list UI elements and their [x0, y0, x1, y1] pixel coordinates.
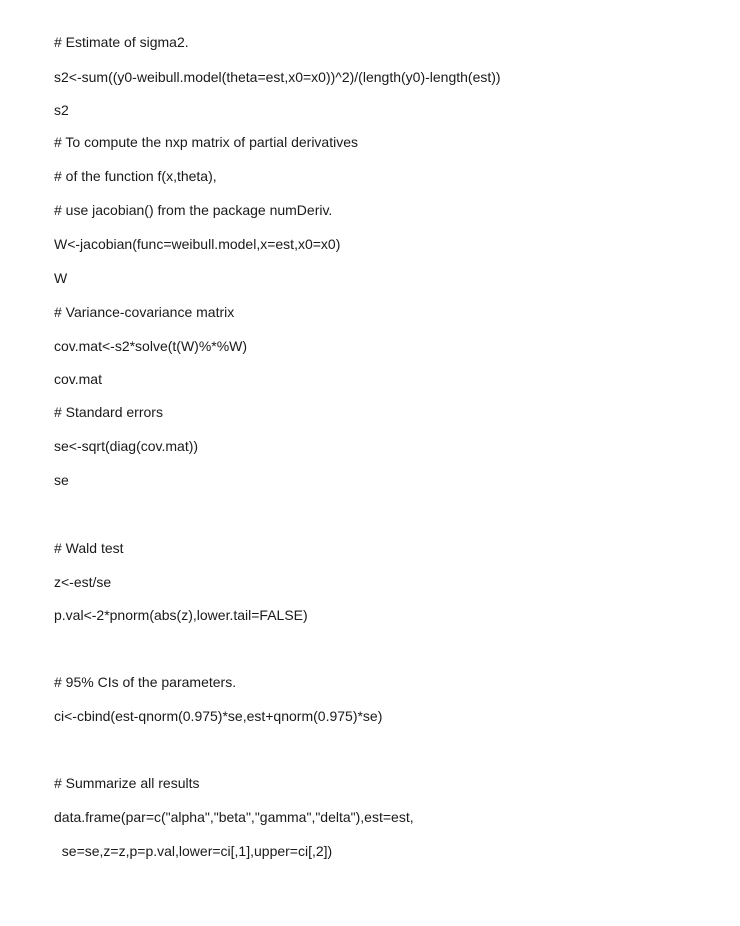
code-line-ci-assign: ci<-cbind(est-qnorm(0.975)*se,est+qnorm(0.975)*se) — [54, 708, 383, 724]
code-line-se: se — [54, 472, 69, 488]
comment-standard-errors: # Standard errors — [54, 404, 163, 420]
code-line-s2-assign: s2<-sum((y0-weibull.model(theta=est,x0=x0))^2)/(length(y0)-length(est)) — [54, 69, 501, 85]
code-line-s2: s2 — [54, 102, 69, 118]
comment-variance-covariance: # Variance-covariance matrix — [54, 304, 235, 320]
code-line-covmat-assign: cov.mat<-s2*solve(t(W)%*%W) — [54, 338, 248, 354]
comment-wald-test: # Wald test — [54, 540, 124, 556]
comment-compute-matrix: # To compute the nxp matrix of partial derivatives — [54, 134, 359, 150]
code-line-se-assign: se<-sqrt(diag(cov.mat)) — [54, 438, 199, 454]
code-line-data-frame-cont: se=se,z=z,p=p.val,lower=ci[,1],upper=ci[,2]) — [54, 843, 333, 859]
code-line-z-assign: z<-est/se — [54, 574, 112, 590]
code-line-w-assign: W<-jacobian(func=weibull.model,x=est,x0=x0) — [54, 236, 341, 252]
comment-of-function: # of the function f(x,theta), — [54, 168, 217, 184]
code-line-covmat: cov.mat — [54, 371, 102, 387]
code-line-data-frame: data.frame(par=c("alpha","beta","gamma","delta"),est=est, — [54, 809, 414, 825]
code-line-w: W — [54, 270, 68, 286]
code-line-pval-assign: p.val<-2*pnorm(abs(z),lower.tail=FALSE) — [54, 607, 308, 623]
comment-95-cis: # 95% CIs of the parameters. — [54, 674, 237, 690]
comment-use-jacobian: # use jacobian() from the package numDeriv. — [54, 202, 333, 218]
comment-summarize-results: # Summarize all results — [54, 775, 200, 791]
comment-estimate-sigma2: # Estimate of sigma2. — [54, 34, 189, 50]
